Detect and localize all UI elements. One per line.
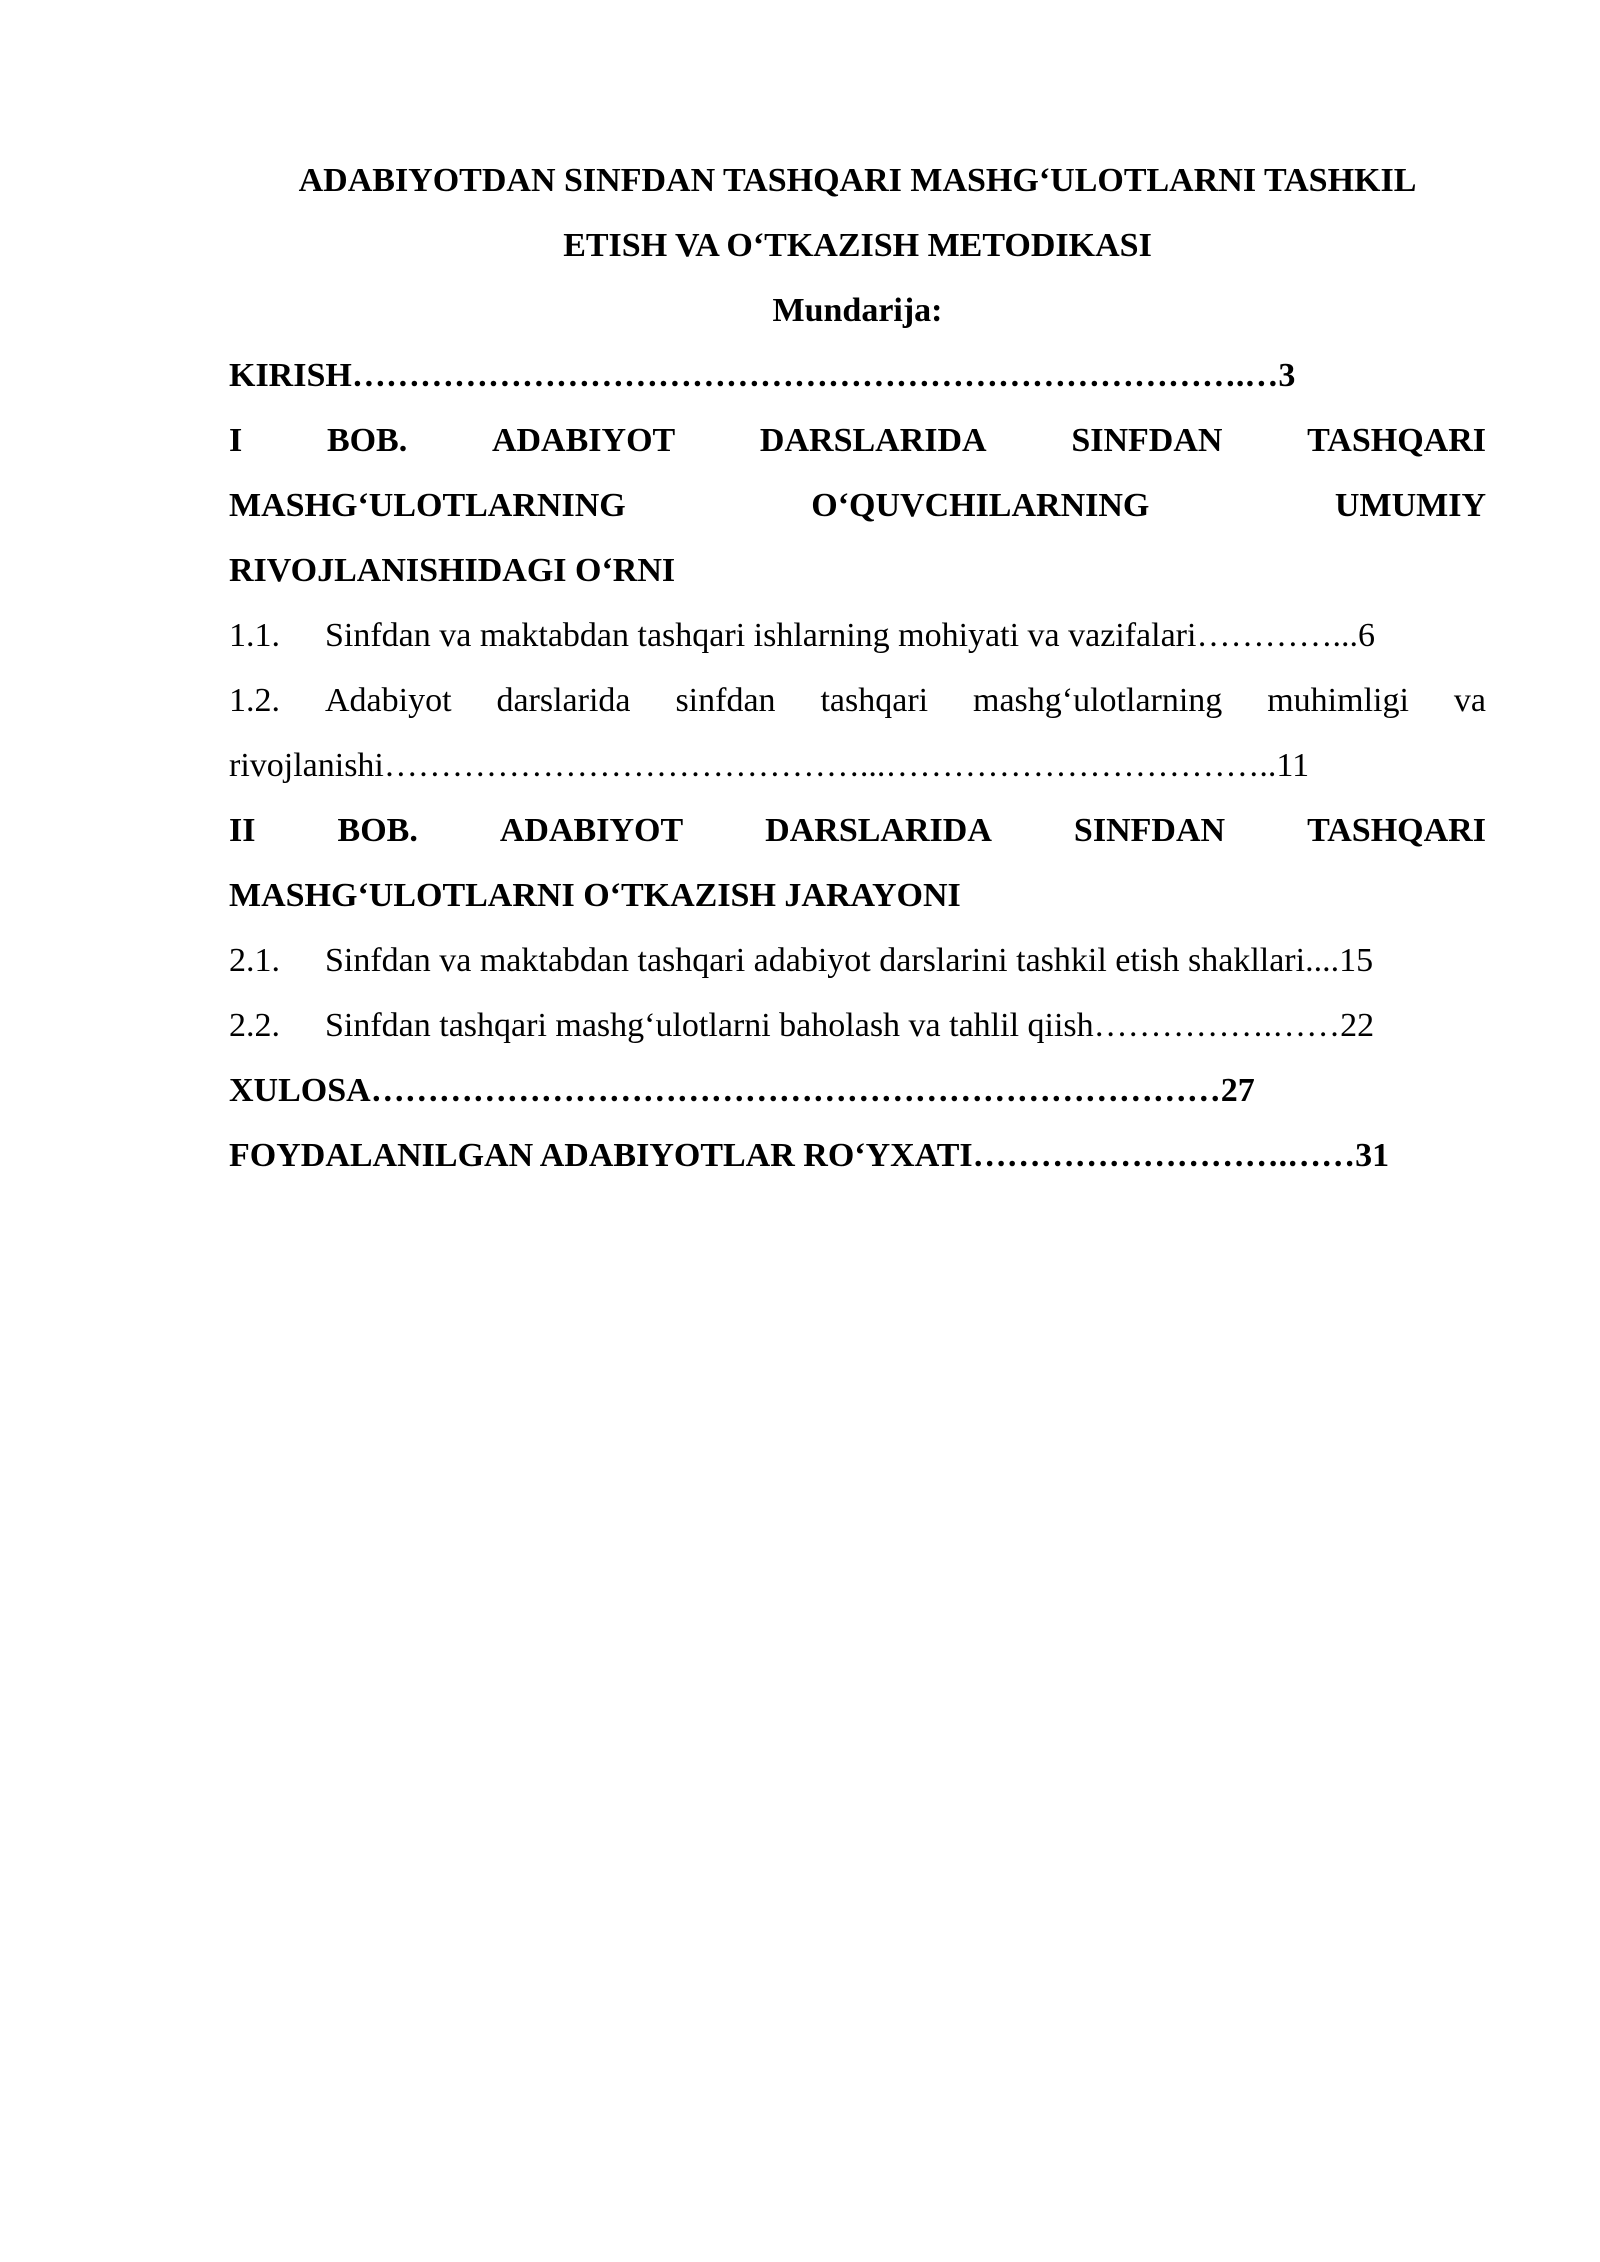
toc-section-1-2-line-1 — [229, 668, 1486, 733]
toc-word: SINFDAN — [1073, 812, 1226, 849]
toc-word: va — [1453, 682, 1486, 719]
toc-word: SINFDAN — [1071, 422, 1223, 459]
toc-word: BOB. — [337, 812, 418, 849]
toc-section-number: 1.1. — [229, 617, 280, 654]
toc-word: tashqari — [820, 682, 929, 719]
document-page — [229, 148, 1486, 1188]
toc-word: ADABIYOT — [499, 812, 684, 849]
toc-section-2-1 — [229, 928, 1486, 993]
toc-word: DARSLARIDA — [759, 422, 987, 459]
toc-word: MASHG‘ULOTLARNING — [229, 487, 626, 524]
toc-section-number: 1.2. — [229, 682, 280, 719]
toc-word: UMUMIY — [1334, 487, 1486, 524]
toc-section-2-2 — [229, 993, 1486, 1058]
toc-word: ADABIYOT — [491, 422, 676, 459]
toc-word: BOB. — [326, 422, 408, 459]
toc-chapter-1-line-2 — [229, 473, 1486, 538]
toc-entry-references: FOYDALANILGAN ADABIYOTLAR RO‘YXATI……………………….……31 — [229, 1137, 1390, 1174]
toc-section-1-1 — [229, 603, 1486, 668]
toc-word: TASHQARI — [1307, 422, 1486, 459]
toc-section-text: Sinfdan va maktabdan tashqari adabiyot darslarini tashkil etish shakllari....15 — [325, 942, 1374, 979]
toc-section-text: Sinfdan va maktabdan tashqari ishlarning mohiyati va vazifalari…………...6 — [325, 617, 1375, 654]
document-title-line-2: ETISH VA O‘TKAZISH METODIKASI — [563, 227, 1152, 264]
toc-chapter-1-line-1 — [229, 408, 1486, 473]
toc-word: sinfdan — [675, 682, 776, 719]
toc-section-1-2-line-2: rivojlanishi……………………………………...……………………………..11 — [229, 747, 1310, 784]
contents-heading: Mundarija: — [772, 292, 943, 329]
toc-entry-conclusion: XULOSA…………………………………………………………………27 — [229, 1072, 1255, 1109]
document-title-line-1: ADABIYOTDAN SINFDAN TASHQARI MASHG‘ULOTLARNI TASHKIL — [298, 162, 1417, 199]
toc-word: DARSLARIDA — [765, 812, 992, 849]
toc-word: mashg‘ulotlarning — [973, 682, 1223, 719]
toc-section-number: 2.2. — [229, 1007, 280, 1044]
toc-word: darslarida — [496, 682, 631, 719]
toc-section-text — [325, 668, 1486, 733]
toc-entry-intro: KIRISH…………………………………………………………………….…3 — [229, 357, 1296, 394]
toc-section-text: Sinfdan tashqari mashg‘ulotlarni baholash va tahlil qiish…………….……22 — [325, 1007, 1375, 1044]
toc-word: Adabiyot — [325, 682, 452, 719]
toc-word: O‘QUVCHILARNING — [811, 487, 1150, 524]
toc-section-number: 2.1. — [229, 942, 280, 979]
toc-word: I — [229, 422, 243, 459]
toc-chapter-2-line-1 — [229, 798, 1486, 863]
toc-word: muhimligi — [1267, 682, 1409, 719]
toc-word: TASHQARI — [1307, 812, 1486, 849]
toc-chapter-1-line-3: RIVOJLANISHIDAGI O‘RNI — [229, 552, 676, 589]
toc-word: II — [229, 812, 256, 849]
toc-chapter-2-line-2: MASHG‘ULOTLARNI O‘TKAZISH JARAYONI — [229, 877, 961, 914]
